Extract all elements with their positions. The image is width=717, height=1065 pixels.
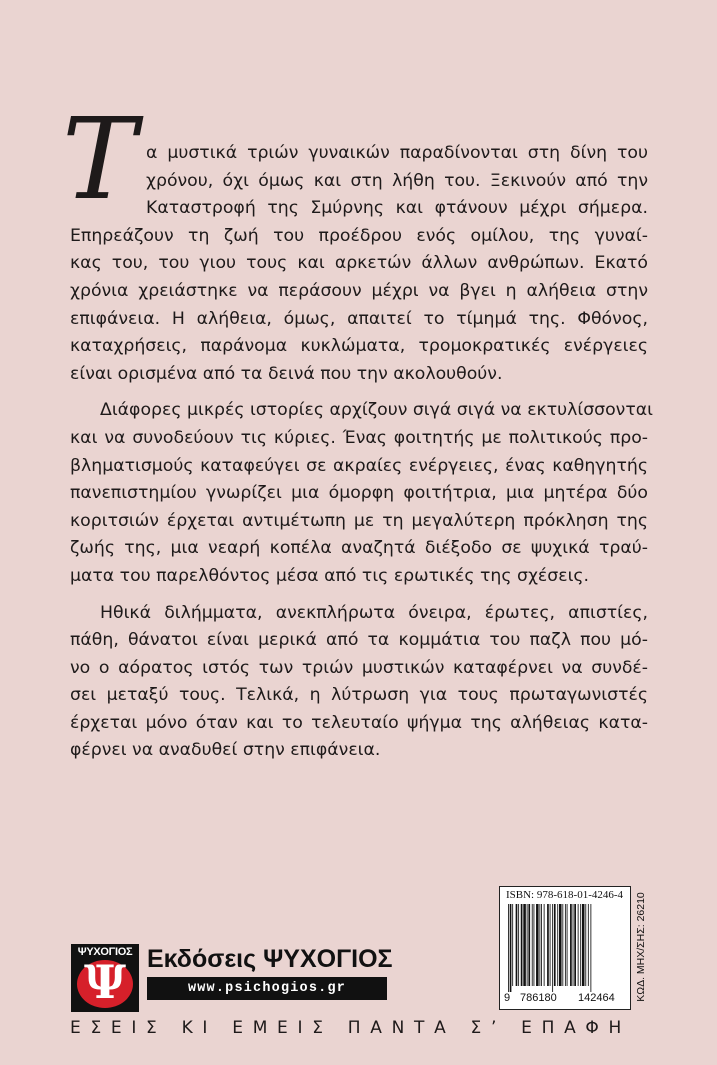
barcode-bar <box>528 904 530 986</box>
blurb-line: Καταστροφή της Σμύρνης και φτάνουν μέχρι σήμερα. <box>146 198 648 219</box>
barcode-bar <box>544 904 545 986</box>
blurb-line: και να συνοδεύουν τις κύριες. Ένας φοιτητής με πολιτικούς προ- <box>70 427 648 448</box>
barcode-bars <box>508 904 622 992</box>
blurb-line: πάθη, θάνατοι είναι μερικά από τα κομμάτια του παζλ που μό- <box>70 630 648 651</box>
blurb-line: Επηρεάζουν τη ζωή του προέδρου ενός ομίλου, της γυναί- <box>70 225 648 246</box>
barcode-bar <box>562 904 563 986</box>
logo-top-text: ΨΥΧΟΓΙΟΣ <box>77 946 133 958</box>
barcode-bar <box>574 904 576 986</box>
barcode-bar <box>541 904 542 986</box>
barcode-bar <box>547 904 549 986</box>
barcode-bar <box>567 904 568 986</box>
barcode-bar <box>565 904 566 986</box>
blurb-line: καταχρήσεις, παράνομα κυκλώματα, τρομοκρατικές ενέργειες <box>70 336 648 357</box>
barcode-bar <box>539 904 540 986</box>
blurb-line: α μυστικά τριών γυναικών παραδίνονται στη δίνη του <box>146 143 648 163</box>
blurb-line: πανεπιστημίου γνωρίζει μια όμορφη φοιτήτρια, μια μητέρα δύο <box>70 483 648 504</box>
barcode-bar <box>580 904 581 986</box>
blurb-line: χρόνου, όχι όμως και στη λήθη του. Ξεκινούν από την <box>146 170 648 191</box>
blurb-paragraph-2 <box>70 397 653 590</box>
barcode-bar <box>510 904 512 992</box>
blurb-line: Ηθικά διλήμματα, ανεκπλήρωτα όνειρα, έρωτες, απιστίες, <box>100 602 648 623</box>
blurb-line: κας του, του γιου τους και αρκετών άλλων ανθρώπων. Εκατό <box>70 253 648 274</box>
isbn-barcode <box>499 886 631 1010</box>
barcode-bar <box>588 904 589 986</box>
blurb-line: επιφάνεια. Η αλήθεια, όμως, απαιτεί το τίμημά της. Φθόνος, <box>70 308 648 329</box>
psi-icon: Ψ <box>83 955 126 1009</box>
barcode-bar <box>552 904 553 992</box>
publisher-name: Εκδόσεις ΨΥΧΟΓΙΟΣ <box>147 945 393 973</box>
barcode-bar <box>518 904 519 986</box>
barcode-bar <box>523 904 526 986</box>
publisher-logo <box>71 944 139 1012</box>
barcode-bar <box>516 904 518 986</box>
barcode-bar <box>536 904 539 986</box>
barcode-bar <box>532 904 533 986</box>
blurb-line: χρόνια χρειάστηκε να περάσουν μέχρι να βγει η αλήθεια στην <box>70 280 648 301</box>
blurb-line: φέρνει να αναδυθεί στην επιφάνεια. <box>70 740 381 761</box>
barcode-bar <box>534 904 535 986</box>
barcode-bar <box>521 904 523 986</box>
publisher-slogan: ΕΣΕΙΣ ΚΙ ΕΜΕΙΣ ΠΑΝΤΑ Σ’ ΕΠΑΦΗ <box>70 1018 631 1038</box>
barcode-bar <box>570 904 572 986</box>
blurb-line: κοριτσιών έρχεται αντιμέτωπη με τη μεγαλύτερη πρόκληση της <box>70 510 648 531</box>
mechanographic-code <box>634 886 648 1008</box>
barcode-bar <box>590 904 591 992</box>
blurb-line: ζωής της, μια νεαρή κοπέλα αναζητά διέξοδο σε ψυχικά τραύ- <box>70 538 648 559</box>
barcode-bar <box>508 904 509 992</box>
blurb-line: Διάφορες μικρές ιστορίες αρχίζουν σιγά σιγά να εκτυλίσσονται <box>100 400 653 421</box>
isbn-number: ISBN: 978-618-01-4246-4 <box>506 889 624 901</box>
blurb-paragraph-1 <box>70 140 648 388</box>
barcode-bar <box>557 904 558 986</box>
blurb-paragraph-3 <box>70 600 648 766</box>
blurb-line: νο ο αόρατος ιστός των τριών μυστικών καταφέρνει να συνδέ- <box>70 657 648 678</box>
back-cover-blurb <box>70 140 653 765</box>
blurb-line: βληματισμούς καταφεύγει σε ακραίες ενέργειες, ένας καθηγητής <box>70 455 648 476</box>
barcode-bar <box>559 904 562 986</box>
drop-cap: Τ <box>62 95 137 225</box>
barcode-bar <box>550 904 551 986</box>
blurb-line: έρχεται μόνο όταν και το τελευταίο ψήγμα της αλήθειας κατα- <box>70 712 648 733</box>
publisher-url: www.psichogios.gr <box>147 977 387 1000</box>
barcode-bar <box>573 904 574 986</box>
barcode-bar <box>585 904 586 986</box>
blurb-line: ματα του παρελθόντος μέσα από τις ερωτικές της σχέσεις. <box>70 565 590 586</box>
barcode-bar <box>527 904 528 986</box>
blurb-line: σει μεταξύ τους. Τελικά, η λύτρωση για τους πρωταγωνιστές <box>70 685 648 706</box>
barcode-digits-right: 142464 <box>578 992 615 1004</box>
blurb-line: είναι ορισμένα από τα δεινά που την ακολουθούν. <box>70 363 503 384</box>
barcode-bar <box>554 904 556 986</box>
barcode-bar <box>578 904 579 986</box>
barcode-digits-left: 786180 <box>520 992 557 1004</box>
barcode-bar <box>582 904 585 986</box>
barcode-bar <box>512 904 513 986</box>
mechanographic-code-text: ΚΩΔ. ΜΗΧ/ΣΗΣ: 26210 <box>635 892 647 1002</box>
barcode-digit-first: 9 <box>504 992 511 1004</box>
